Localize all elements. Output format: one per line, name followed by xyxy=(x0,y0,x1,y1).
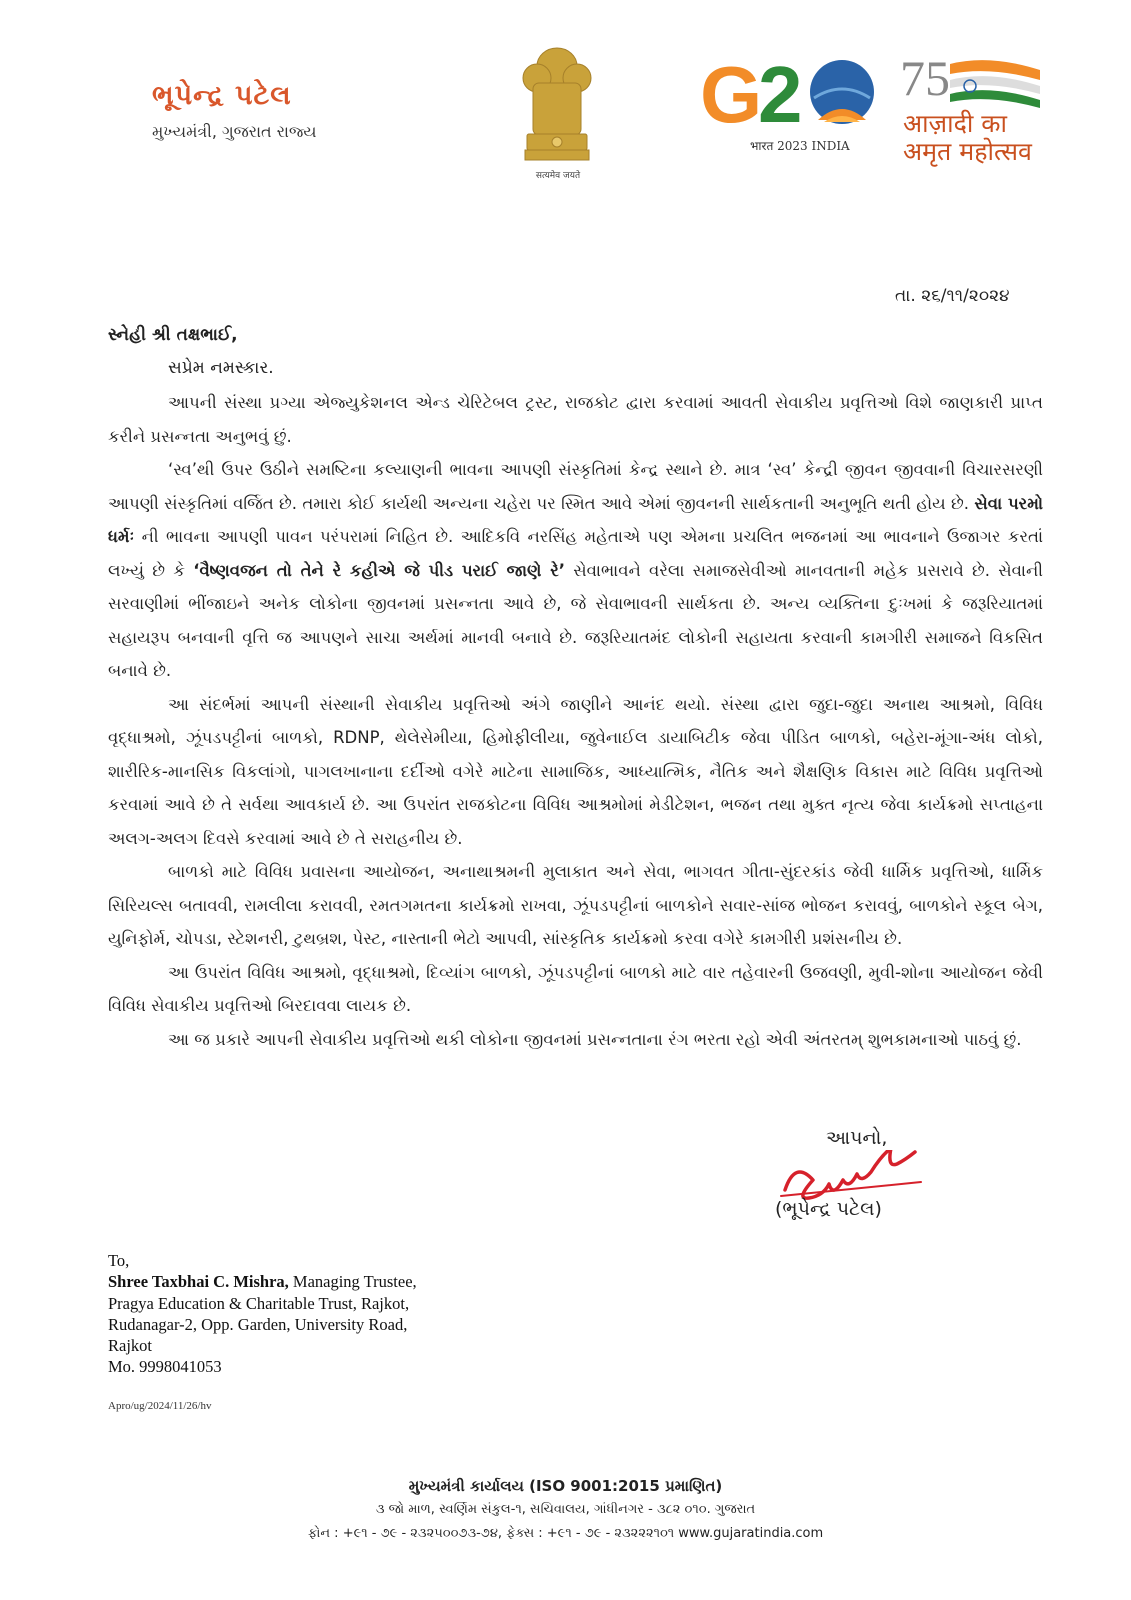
svg-text:G: G xyxy=(700,50,763,139)
azadi-text-line1: आज़ादी का xyxy=(903,109,1007,138)
address-line-4: Rajkot xyxy=(108,1336,152,1356)
sender-name: ભૂપેન્દ્ર પટેલ xyxy=(152,80,292,111)
paragraph: આ જ પ્રકારે આપની સેવાકીય પ્રવૃત્તિઓ થકી લોકોના જીવનમાં પ્રસન્નતાના રંગ ભરતા રહો એવી અંતરતમ્ શુભકામનાઓ પાઠવું છું. xyxy=(168,1029,1022,1049)
sender-title: મુખ્યમંત્રી, ગુજરાત રાજ્ય xyxy=(152,122,317,141)
paragraph-text: ની ભાવના આપણી પાવન પરંપરામાં નિહિત છે. આદિકવિ નરસિંહ મહેતાએ પણ એમના પ્રચલિત ભજનમાં આ ભાવનાને ઉજાગર કરતાં લખ્યું છે કે xyxy=(108,527,1043,580)
addressee-name: Shree Taxbhai C. Mishra, xyxy=(108,1272,289,1292)
address-to: To, xyxy=(108,1251,130,1270)
paragraph-text: સેવાભાવને વરેલા સમાજસેવીઓ માનવતાની મહેક પ્રસરાવે છે. સેવાની સરવાણીમાં ભીંજાઇને અનેક લોકોના જીવનમાં પ્રસન્નતા આવે છે, જે સેવાભાવની સાર્થકતા છે. અન્ય વ્યક્તિના દુઃખમાં કે જરૂરિયાતમાં સહાયરૂપ બનવાની વૃત્તિ જ આપણને સાચા અર્થમાં માનવી બનાવે છે. જરૂરિયાતમંદ લોકોની સહાયતા કરવાની કામગીરી સમાજને વિકસિત બનાવે છે. xyxy=(108,560,1043,680)
footer-office: મુખ્યમંત્રી કાર્યાલય (ISO 9001:2015 પ્રમાણિત) xyxy=(408,1477,723,1495)
footer xyxy=(0,1474,1131,1546)
svg-text:2: 2 xyxy=(758,50,803,139)
emblem-motto: सत्यमेव जयते xyxy=(535,171,581,181)
address-line-1 xyxy=(108,1271,417,1292)
svg-text:75: 75 xyxy=(900,50,950,106)
address-mobile: Mo. 9998041053 xyxy=(108,1357,222,1377)
closing: આપનો, xyxy=(826,1127,888,1149)
footer-address: ૩ જો માળ, સ્વર્ણિમ સંકુલ-૧, સચિવાલય, ગાંધીનગર - ૩૮૨ ૦૧૦. ગુજરાત xyxy=(375,1502,756,1517)
addressee-block xyxy=(108,1250,417,1378)
paragraph: બાળકો માટે વિવિધ પ્રવાસના આયોજન, અનાથાશ્રમની મુલાકાત અને સેવા, ભાગવત ગીતા-સુંદરકાંડ જેવી ધાર્મિક પ્રવૃત્તિઓ, ધાર્મિક સિરિયલ્સ બતાવવી, રામલીલા કરાવવી, રમતગમતના કાર્યક્રમો રાખવા, ઝૂંપડપટ્ટીનાં બાળકોને સવાર-સાંજ ભોજન કરાવવું, બાળકોને સ્કૂલ બેગ, યુનિફોર્મ, ચોપડા, સ્ટેશનરી, ટુથબ્રશ, પેસ્ટ, નાસ્તાની ભેટો આપવી, સાંસ્કૃતિક કાર્યક્રમો કરવા વગેરે કામગીરી પ્રશંસનીય છે. xyxy=(108,862,1043,948)
letter-date: તા. ૨૬/૧૧/૨૦૨૪ xyxy=(895,286,1010,306)
national-emblem-icon xyxy=(513,38,601,188)
letter-body xyxy=(108,386,1043,1056)
reference-number: Apro/ug/2024/11/26/hv xyxy=(108,1400,212,1412)
paragraph: આ સંદર્ભમાં આપની સંસ્થાની સેવાકીય પ્રવૃત્તિઓ અંગે જાણીને આનંદ થયો. સંસ્થા દ્વારા જુદા-જુદા અનાથ આશ્રમો, વિવિધ વૃદ્ધાશ્રમો, ઝૂંપડપટ્ટીનાં બાળકો, RDNP, થેલેસેમીયા, હિમોફીલીયા, જુવેનાઈલ ડાયાબિટીક જેવા પીડિત બાળકો, બહેરા-મૂંગા-અંધ લોકો, શારીરિક-માનસિક વિકલાંગો, પાગલખાનાના દર્દીઓ વગેરે માટેના સામાજિક, આધ્યાત્મિક, નૈતિક અને શૈક્ષણિક વિકાસ માટે વિવિધ પ્રવૃત્તિઓ કરવામાં આવે છે તે સર્વથા આવકાર્ય છે. આ ઉપરાંત રાજકોટના વિવિધ આશ્રમોમાં મેડીટેશન, ભજન તથા મુક્ત નૃત્ય જેવા કાર્યક્રમો સપ્તાહના અલગ-અલગ દિવસે કરવામાં આવે છે તે સરાહનીય છે. xyxy=(108,694,1043,848)
paragraph-text: ‘સ્વ’થી ઉપર ઉઠીને સમષ્ટિના કલ્યાણની ભાવના આપણી સંસ્કૃતિમાં કેન્દ્ર સ્થાને છે. માત્ર ‘સ્વ’ કેન્દ્રી જીવન જીવવાની વિચારસરણી આપણી સંસ્કૃતિમાં વર્જિત છે. તમારા કોઈ કાર્યથી અન્યના ચહેરા પર સ્મિત આવે એમાં જીવનની સાર્થકતાની અનુભૂતિ થતી હોય છે. xyxy=(108,460,1043,513)
footer-contact: ફોન : +૯૧ - ૭૯ - ૨૩૨૫૦૦૭૩-૭૪, ફેક્સ : +૯૧ - ૭૯ - ૨૩૨૨૨૧૦૧ www.gujaratindia.com xyxy=(307,1526,824,1541)
emphasis-quote: ‘વૈષ્ણવજન તો તેને રે કહીએ જે પીડ પરાઈ જાણે રે’ xyxy=(193,560,565,580)
emphasis-phrase: સેવા પરમો ધર્મઃ xyxy=(108,493,1043,546)
paragraph: આપની સંસ્થા પ્રગ્યા એજ્યુકેશનલ એન્ડ ચેરિટેબલ ટ્રસ્ટ, રાજકોટ દ્વારા કરવામાં આવતી સેવાકીય પ્રવૃત્તિઓ વિશે જાણકારી પ્રાપ્ત કરીને પ્રસન્નતા અનુભવું છું. xyxy=(108,393,1043,446)
addressee-role: Managing Trustee, xyxy=(288,1272,417,1292)
address-line-3: Rudanagar-2, Opp. Garden, University Road, xyxy=(108,1314,408,1334)
paragraph: આ ઉપરાંત વિવિધ આશ્રમો, વૃદ્ધાશ્રમો, દિવ્યાંગ બાળકો, ઝૂંપડપટ્ટીનાં બાળકો માટે વાર તહેવારની ઉજવણી, મુવી-શોના આયોજન જેવી વિવિધ સેવાકીય પ્રવૃત્તિઓ બિરદાવવા લાયક છે. xyxy=(108,962,1043,1015)
address-line-2: Pragya Education & Charitable Trust, Rajkot, xyxy=(108,1293,410,1313)
g20-caption: भारत 2023 INDIA xyxy=(750,139,850,153)
salutation: સ્નેહી શ્રી તક્ષભાઈ, xyxy=(108,325,238,345)
greeting: સપ્રેમ નમસ્કાર. xyxy=(168,358,274,378)
signatory-name: (ભૂપેન્દ્ર પટેલ) xyxy=(775,1198,882,1220)
azadi-text-line2: अमृत महोत्सव xyxy=(903,137,1032,166)
paragraph xyxy=(108,453,1043,688)
